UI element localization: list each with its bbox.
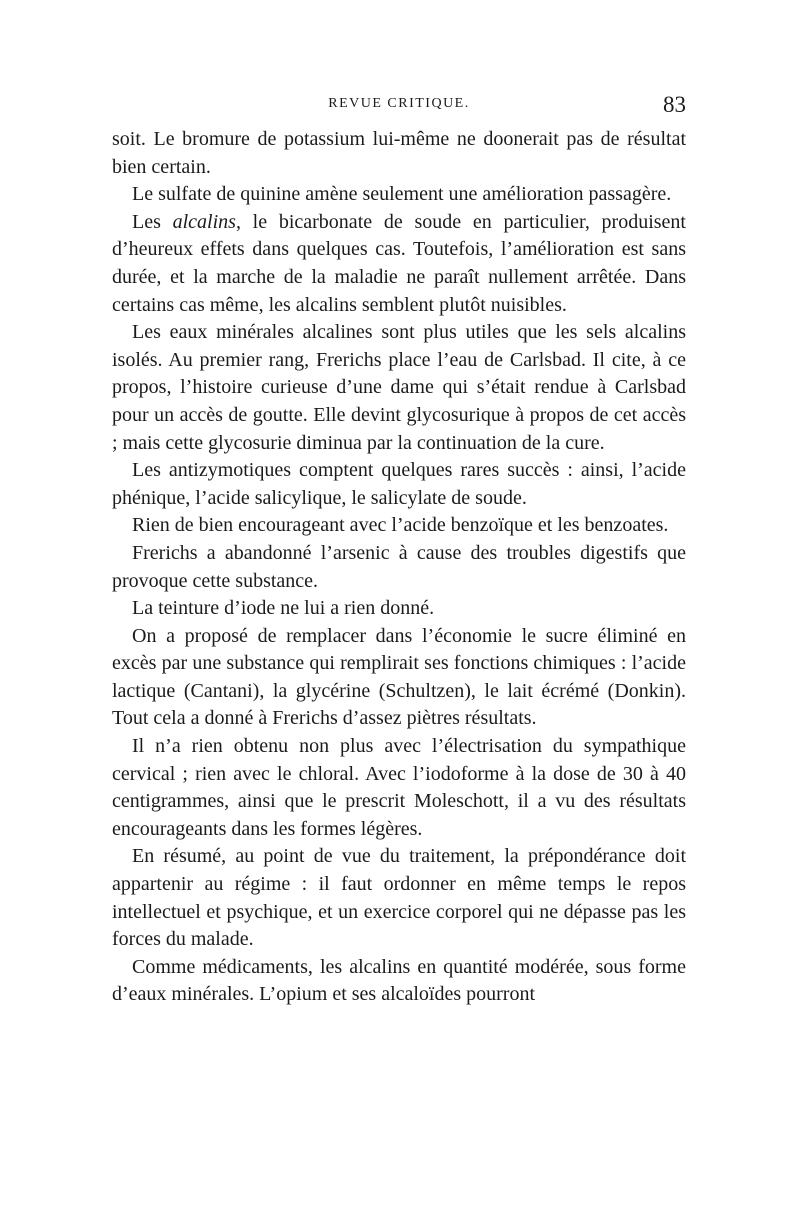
paragraph-1 [112,126,686,181]
paragraph-11 [112,843,686,953]
paragraph-9 [112,623,686,733]
paragraph-lead: Les [132,210,173,233]
paragraph-6 [112,512,686,540]
running-title: REVUE CRITIQUE. [328,96,470,111]
paragraph-7 [112,540,686,595]
italic-term: alcalins [172,210,236,233]
paragraph-text: La teinture d’iode ne lui a rien donné. [132,597,435,620]
paragraph-text: Il n’a rien obtenu non plus avec l’électrisation du sympathique cervical ; rien avec le chloral. Avec l’iodoforme à la dose de 30 à 40 centigrammes, ainsi que le prescrit Moleschott, il a vu des résultats encourageants dans les formes légères. [112,735,686,840]
paragraph-text: On a proposé de remplacer dans l’économie le sucre éliminé en excès par une substance qui remplirait ses fonctions chimiques : l’acide lactique (Cantani), la glycérine (Schultzen), le lait écrémé (Donkin). Tout cela a donné à Frerichs d’assez piètres résultats. [112,624,686,730]
paragraph-5 [112,457,686,512]
paragraph-3 [112,209,686,319]
paragraph-text: Le sulfate de quinine amène seulement une amélioration passagère. [132,183,672,206]
paragraph-text: Frerichs a abandonné l’arsenic à cause des troubles digestifs que provoque cette substance. [112,541,686,592]
book-page [112,92,686,1009]
paragraph-text: , le bicarbonate de soude en particulier, produisent d’heureux effets dans quelques cas. Toutefois, l’amélioration est sans durée, et la marche de la maladie ne paraît nullement arrêtée. Dans certains cas même, les alcalins semblent plutôt nuisibles. [112,210,686,316]
paragraph-2 [112,181,686,209]
page-number: 83 [663,92,686,117]
paragraph-text: Rien de bien encourageant avec l’acide benzoïque et les benzoates. [132,514,669,537]
paragraph-text: soit. Le bromure de potassium lui-même ne doonerait pas de résultat bien certain. [112,128,686,178]
paragraph-text: Les eaux minérales alcalines sont plus utiles que les sels alcalins isolés. Au premier rang, Frerichs place l’eau de Carlsbad. Il cite, à ce propos, l’histoire curieuse d’une dame qui s’était rendue à Carlsbad pour un accès de goutte. Elle devint glycosurique à propos de cet accès ; mais cette glycosurie diminua par la continuation de la cure. [112,321,686,454]
paragraph-4 [112,319,686,457]
running-head [112,92,686,118]
paragraph-text: Comme médicaments, les alcalins en quantité modérée, sous forme d’eaux minérales. L’opium et ses alcaloïdes pourront [112,955,686,1006]
body-text [112,126,686,1009]
paragraph-text: Les antizymotiques comptent quelques rares succès : ainsi, l’acide phénique, l’acide salicylique, le salicylate de soude. [112,459,686,509]
paragraph-8 [112,595,686,623]
paragraph-text: En résumé, au point de vue du traitement, la prépondérance doit appartenir au régime : il faut ordonner en même temps le repos intellectuel et psychique, et un exercice corporel qui ne dépasse pas les forces du malade. [112,845,686,951]
paragraph-10 [112,733,686,843]
paragraph-12 [112,954,686,1009]
